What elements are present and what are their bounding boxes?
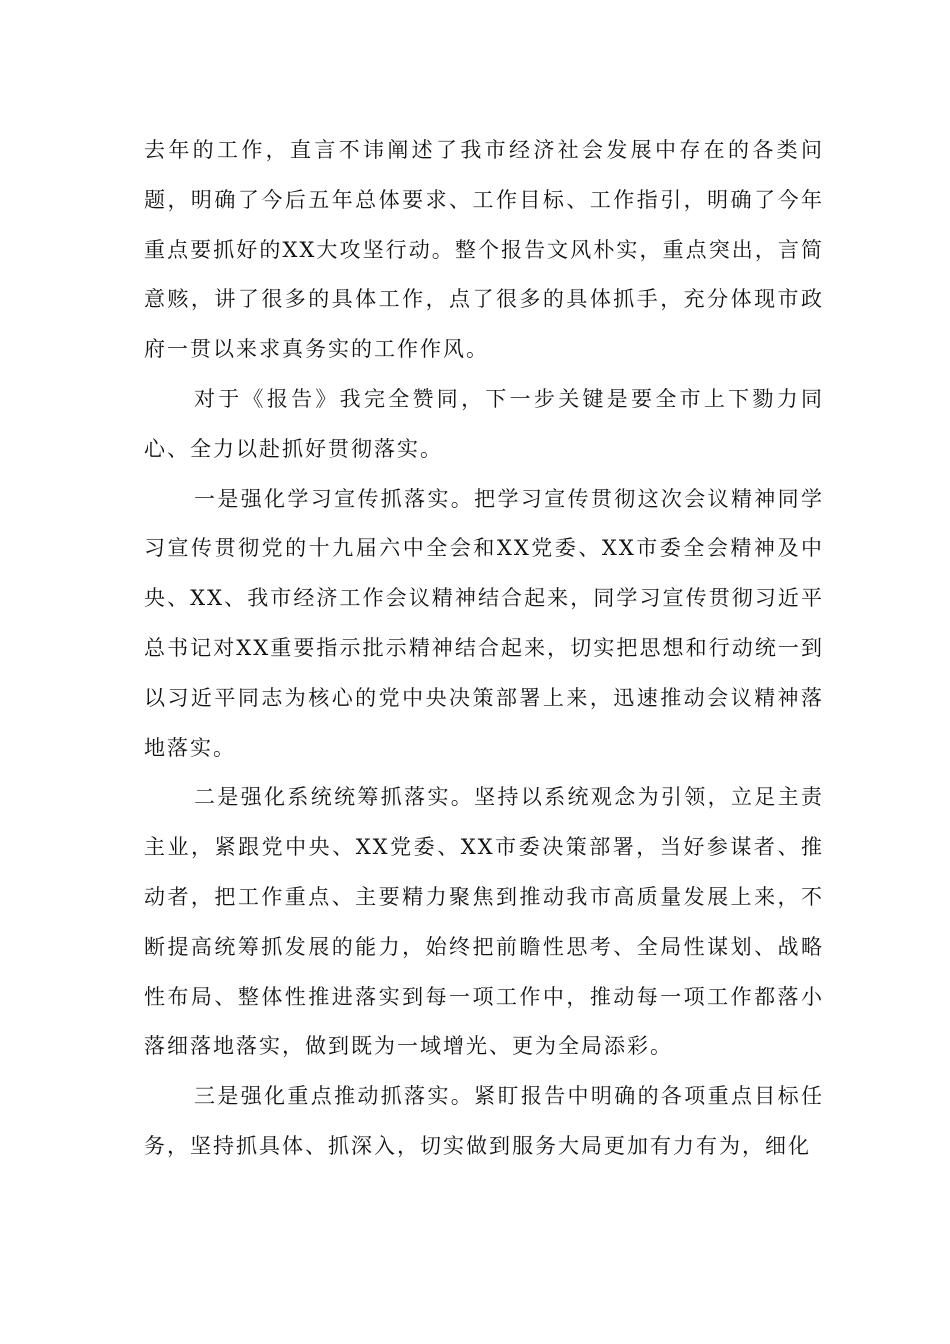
paragraph-continuation: 去年的工作，直言不讳阐述了我市经济社会发展中存在的各类问题，明确了今后五年总体要求、工作目标、工作指引，明确了今年重点要抓好的XX大攻坚行动。整个报告文风朴实，重点突出，言简意赅，讲了很多的具体工作，点了很多的具体抓手，充分体现市政府一贯以来求真务实的工作作风。 xyxy=(144,138,824,362)
paragraph-point-two: 二是强化系统统筹抓落实。坚持以系统观念为引领，立足主责主业，紧跟党中央、XX党委、XX市委决策部署，当好参谋者、推动者，把工作重点、主要精力聚焦到推动我市高质量发展上来，不断提高统筹抓发展的能力，始终把前瞻性思考、全局性谋划、战略性布局、整体性推进落实到每一项工作中，推动每一项工作都落小落细落地落实，做到既为一域增光、更为全局添彩。 xyxy=(144,785,824,1059)
paragraph-point-one: 一是强化学习宣传抓落实。把学习宣传贯彻这次会议精神同学习宣传贯彻党的十九届六中全会和XX党委、XX市委全会精神及中央、XX、我市经济工作会议精神结合起来，同学习宣传贯彻习近平总书记对XX重要指示批示精神结合起来，切实把思想和行动统一到以习近平同志为核心的党中央决策部署上来，迅速推动会议精神落地落实。 xyxy=(144,486,824,760)
paragraph-point-three: 三是强化重点推动抓落实。紧盯报告中明确的各项重点目标任务，坚持抓具体、抓深入，切实做到服务大局更加有力有为，细化 xyxy=(144,1084,824,1158)
paragraph-endorsement: 对于《报告》我完全赞同，下一步关键是要全市上下勠力同心、全力以赴抓好贯彻落实。 xyxy=(144,386,824,461)
document-body xyxy=(144,126,824,1172)
